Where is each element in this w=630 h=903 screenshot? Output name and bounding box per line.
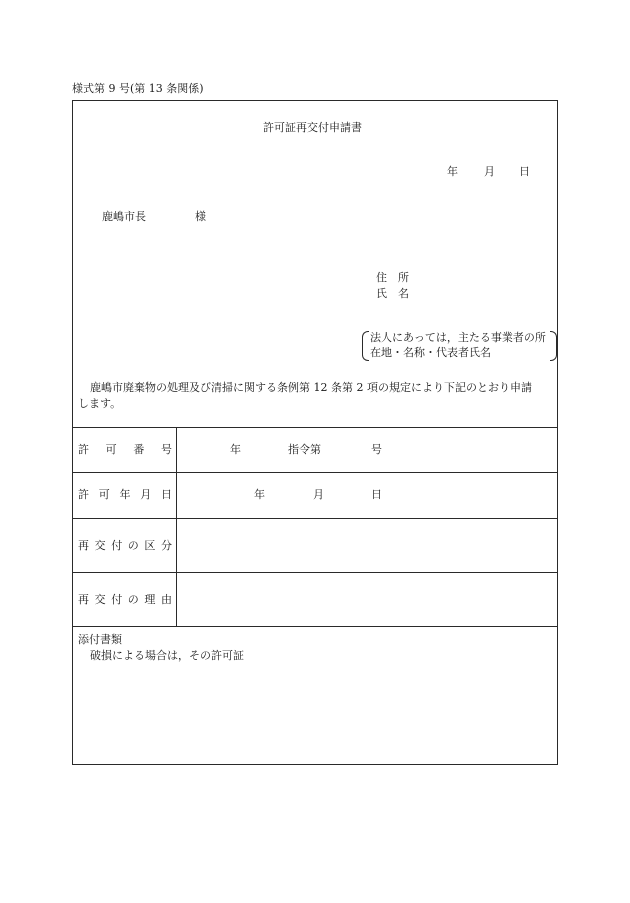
row-label-permit-number: 許 可 番 号: [78, 443, 172, 456]
note-bracket-left: [362, 331, 369, 361]
statement-line1: 鹿嶋市廃棄物の処理及び清掃に関する条例第 12 条第 2 項の規定により下記のとおり申請: [90, 381, 532, 394]
table-top-rule: [72, 427, 558, 428]
date-year-label: 年: [447, 165, 458, 178]
date-day-label: 日: [519, 165, 530, 178]
permit-date-day-label: 日: [371, 488, 382, 501]
label-column-divider: [176, 427, 177, 626]
statement-line2: します。: [78, 397, 122, 410]
reissue-category-field[interactable]: [182, 526, 552, 564]
note-bracket-right: [550, 331, 557, 361]
attachments-item: 破損による場合は，その許可証: [90, 649, 244, 662]
permit-number-field[interactable]: [182, 436, 552, 464]
permit-date-field[interactable]: [182, 480, 552, 510]
row-rule: [72, 518, 558, 519]
application-form-frame: [72, 100, 558, 765]
corporate-note-line2: 在地・名称・代表者氏名: [370, 346, 491, 359]
row-rule: [72, 572, 558, 573]
permit-date-month-label: 月: [313, 488, 324, 501]
applicant-address-label: 住 所: [376, 271, 409, 284]
addressee-name: 鹿嶋市長: [102, 210, 146, 223]
form-number: 様式第 9 号(第 13 条関係): [72, 82, 204, 95]
applicant-name-label: 氏 名: [376, 287, 409, 300]
permit-number-year-label: 年: [230, 443, 241, 456]
row-label-permit-date: 許 可 年 月 日: [78, 488, 172, 501]
permit-date-year-label: 年: [254, 488, 265, 501]
date-month-label: 月: [484, 165, 495, 178]
table-bottom-rule: [72, 626, 558, 627]
row-label-reissue-reason: 再 交 付 の 理 由: [78, 593, 172, 606]
form-title: 許可証再交付申請書: [263, 121, 362, 134]
reissue-reason-field[interactable]: [182, 580, 552, 618]
addressee-suffix: 様: [195, 210, 206, 223]
attachments-heading: 添付書類: [78, 633, 122, 646]
row-rule: [72, 472, 558, 473]
permit-number-number-label: 号: [371, 443, 382, 456]
row-label-reissue-category: 再 交 付 の 区 分: [78, 539, 172, 552]
permit-number-directive-label: 指令第: [288, 443, 321, 456]
corporate-note-line1: 法人にあっては，主たる事業者の所: [370, 331, 546, 344]
